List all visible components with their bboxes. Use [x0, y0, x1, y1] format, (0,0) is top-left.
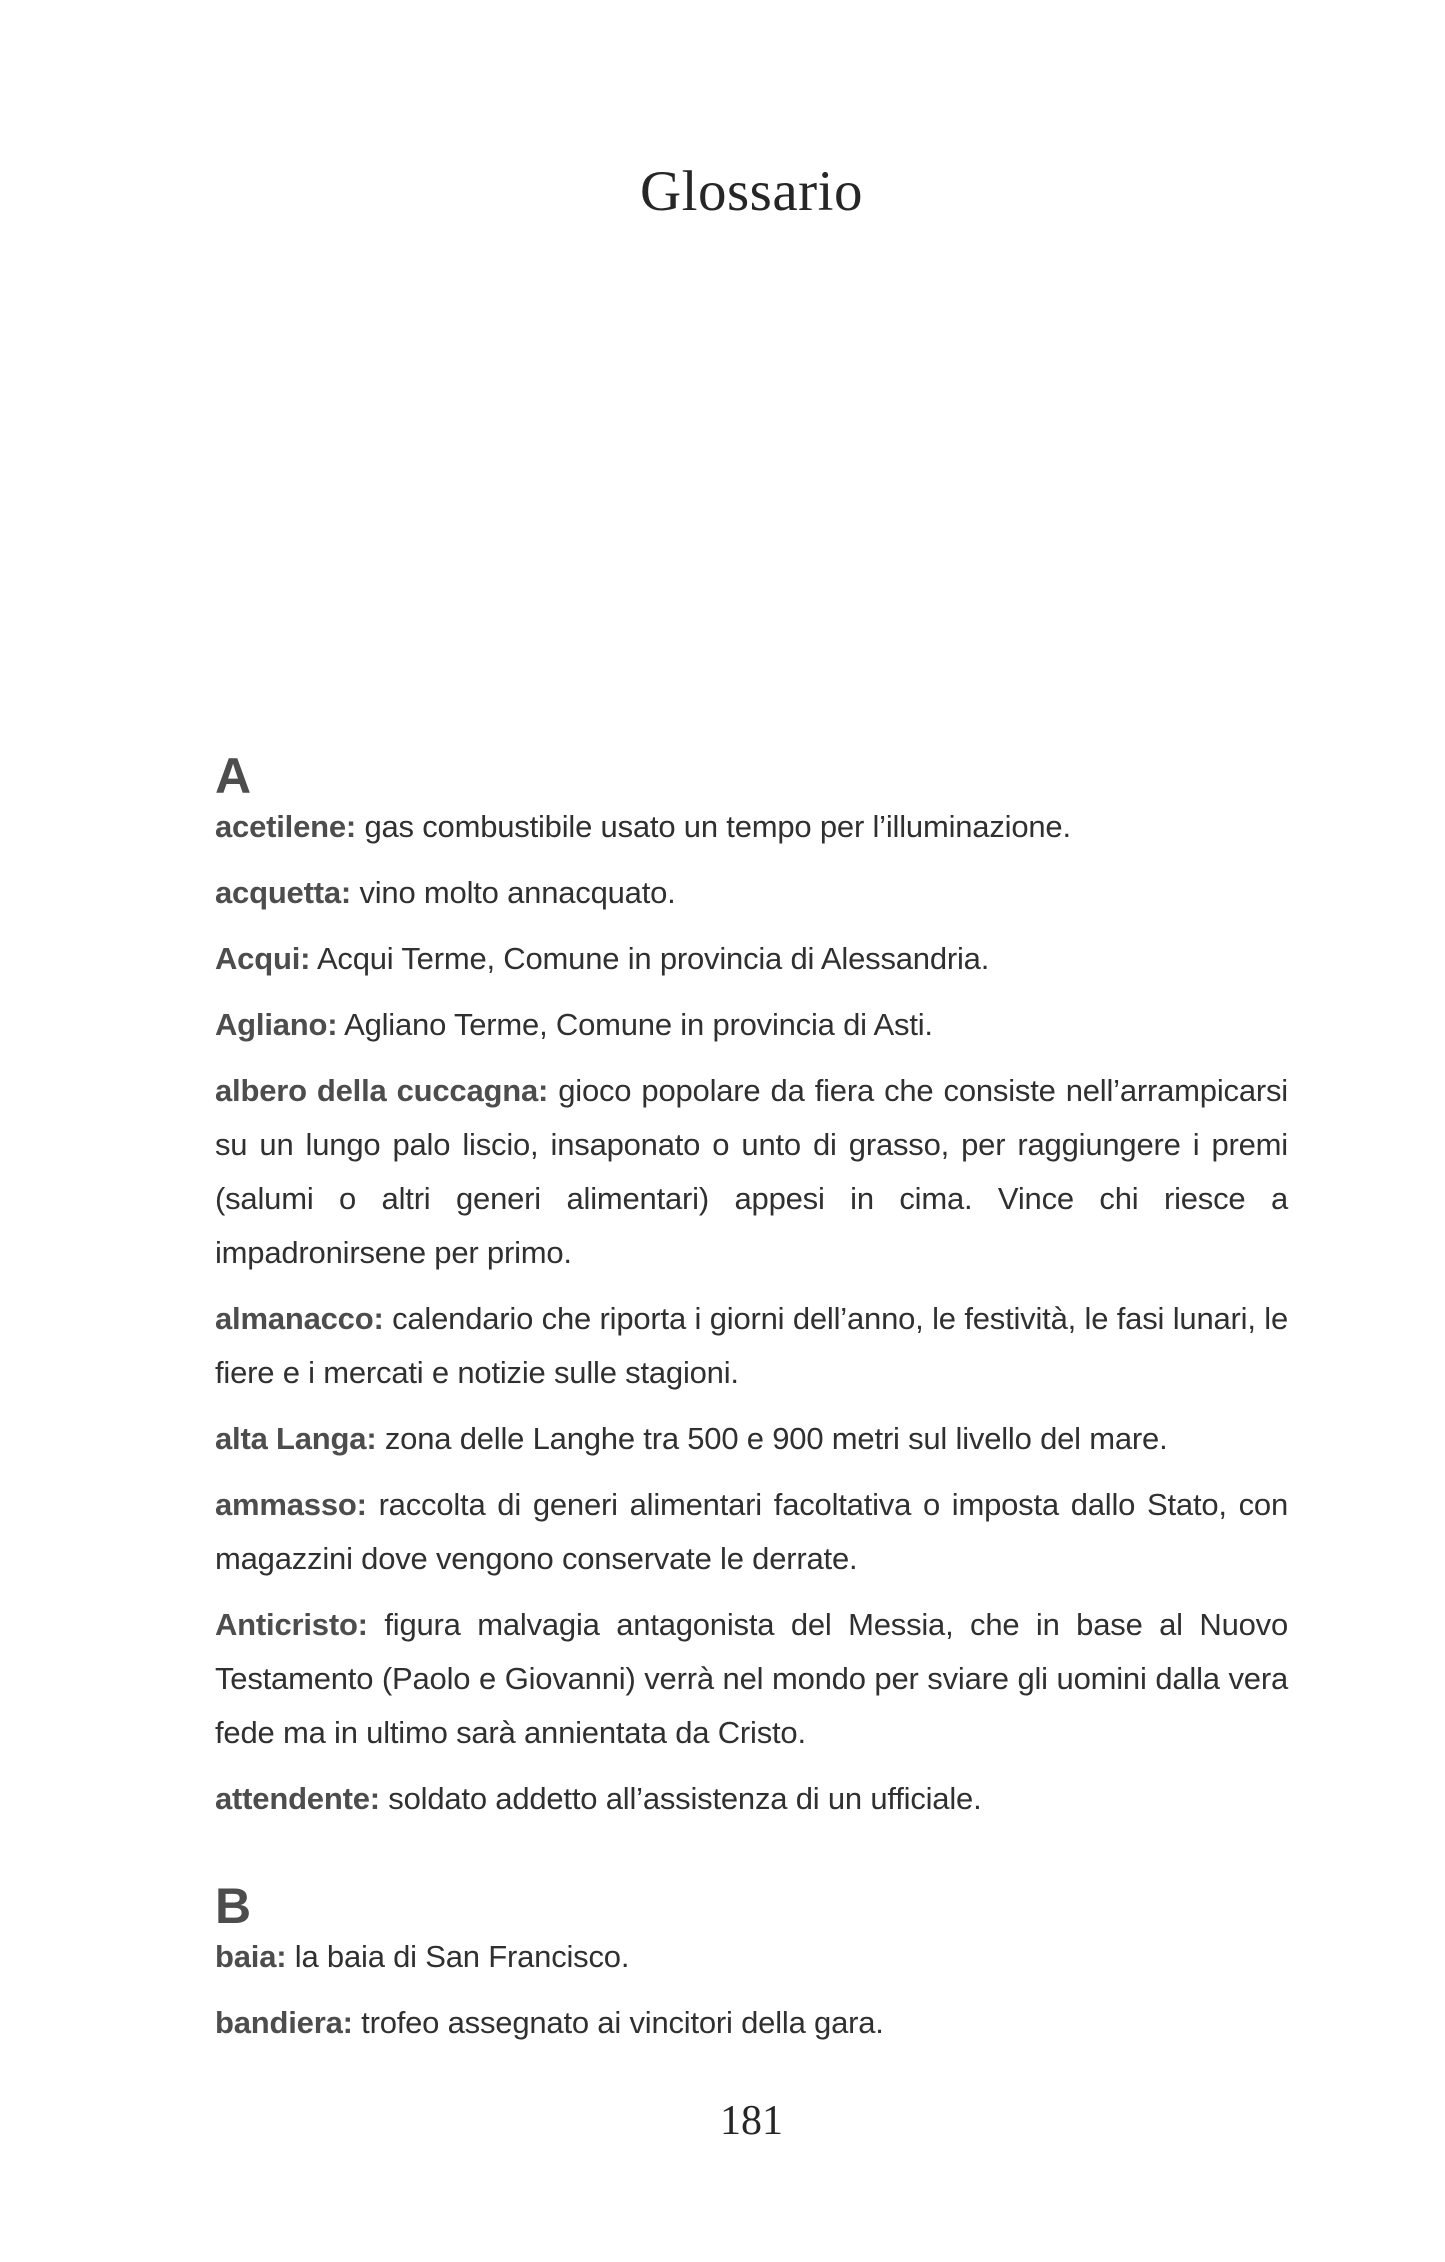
entry-definition: vino molto annacquato.	[359, 875, 676, 910]
entry-definition: calendario che riporta i giorni dell’anno, le festività, le fasi lunari, le fiere e i mercati e notizie sulle stagioni.	[215, 1301, 1288, 1390]
entry-term: almanacco:	[215, 1301, 384, 1336]
entry-term: attendente:	[215, 1781, 380, 1816]
section-letter: A	[215, 748, 252, 804]
glossary-entry	[215, 1064, 1288, 1280]
entry-definition: la baia di San Francisco.	[294, 1939, 630, 1974]
entry-term: Anticristo:	[215, 1607, 368, 1642]
glossary-entry	[215, 1772, 1288, 1826]
entry-term: Acqui:	[215, 941, 311, 976]
glossary-entry	[215, 1598, 1288, 1760]
entry-term: alta Langa:	[215, 1421, 377, 1456]
entry-definition: gioco popolare da fiera che consiste nell’arrampicarsi su un lungo palo liscio, insaponato o unto di grasso, per raggiungere i premi (salumi o altri generi alimentari) appesi in cima. Vince chi riesce a impadronirsene per primo.	[215, 1073, 1288, 1270]
glossary-entry	[215, 1930, 1288, 1984]
entry-definition: raccolta di generi alimentari facoltativa o imposta dallo Stato, con magazzini dove vengono conservate le derrate.	[215, 1487, 1288, 1576]
entry-definition: soldato addetto all’assistenza di un ufficiale.	[388, 1781, 982, 1816]
entry-definition: gas combustibile usato un tempo per l’illuminazione.	[364, 809, 1071, 844]
entry-term: ammasso:	[215, 1487, 367, 1522]
glossary-entry	[215, 1996, 1288, 2050]
glossary-section-A	[215, 748, 1288, 1826]
glossary-entry	[215, 998, 1288, 1052]
glossary-section-B	[215, 1878, 1288, 2050]
entry-term: Agliano:	[215, 1007, 338, 1042]
entry-definition: Acqui Terme, Comune in provincia di Alessandria.	[316, 941, 990, 976]
entry-definition: Agliano Terme, Comune in provincia di Asti.	[344, 1007, 933, 1042]
entry-definition: figura malvagia antagonista del Messia, che in base al Nuovo Testamento (Paolo e Giovanni) verrà nel mondo per sviare gli uomini dalla vera fede ma in ultimo sarà annientata da Cristo.	[215, 1607, 1288, 1750]
glossary-content	[215, 748, 1288, 2062]
section-letter: B	[215, 1878, 252, 1934]
entry-term: albero della cuccagna:	[215, 1073, 549, 1108]
page-number: 181	[720, 2098, 783, 2144]
glossary-entry	[215, 866, 1288, 920]
entry-term: baia:	[215, 1939, 287, 1974]
entry-definition: zona delle Langhe tra 500 e 900 metri sul livello del mare.	[384, 1421, 1168, 1456]
glossary-entry	[215, 1412, 1288, 1466]
entry-term: bandiera:	[215, 2005, 353, 2040]
entry-term: acquetta:	[215, 875, 352, 910]
glossary-entry	[215, 1292, 1288, 1400]
glossary-entry	[215, 932, 1288, 986]
glossary-entry	[215, 800, 1288, 854]
glossary-entry	[215, 1478, 1288, 1586]
entry-term: acetilene:	[215, 809, 357, 844]
page-title: Glossario	[640, 160, 863, 223]
entry-definition: trofeo assegnato ai vincitori della gara.	[361, 2005, 884, 2040]
